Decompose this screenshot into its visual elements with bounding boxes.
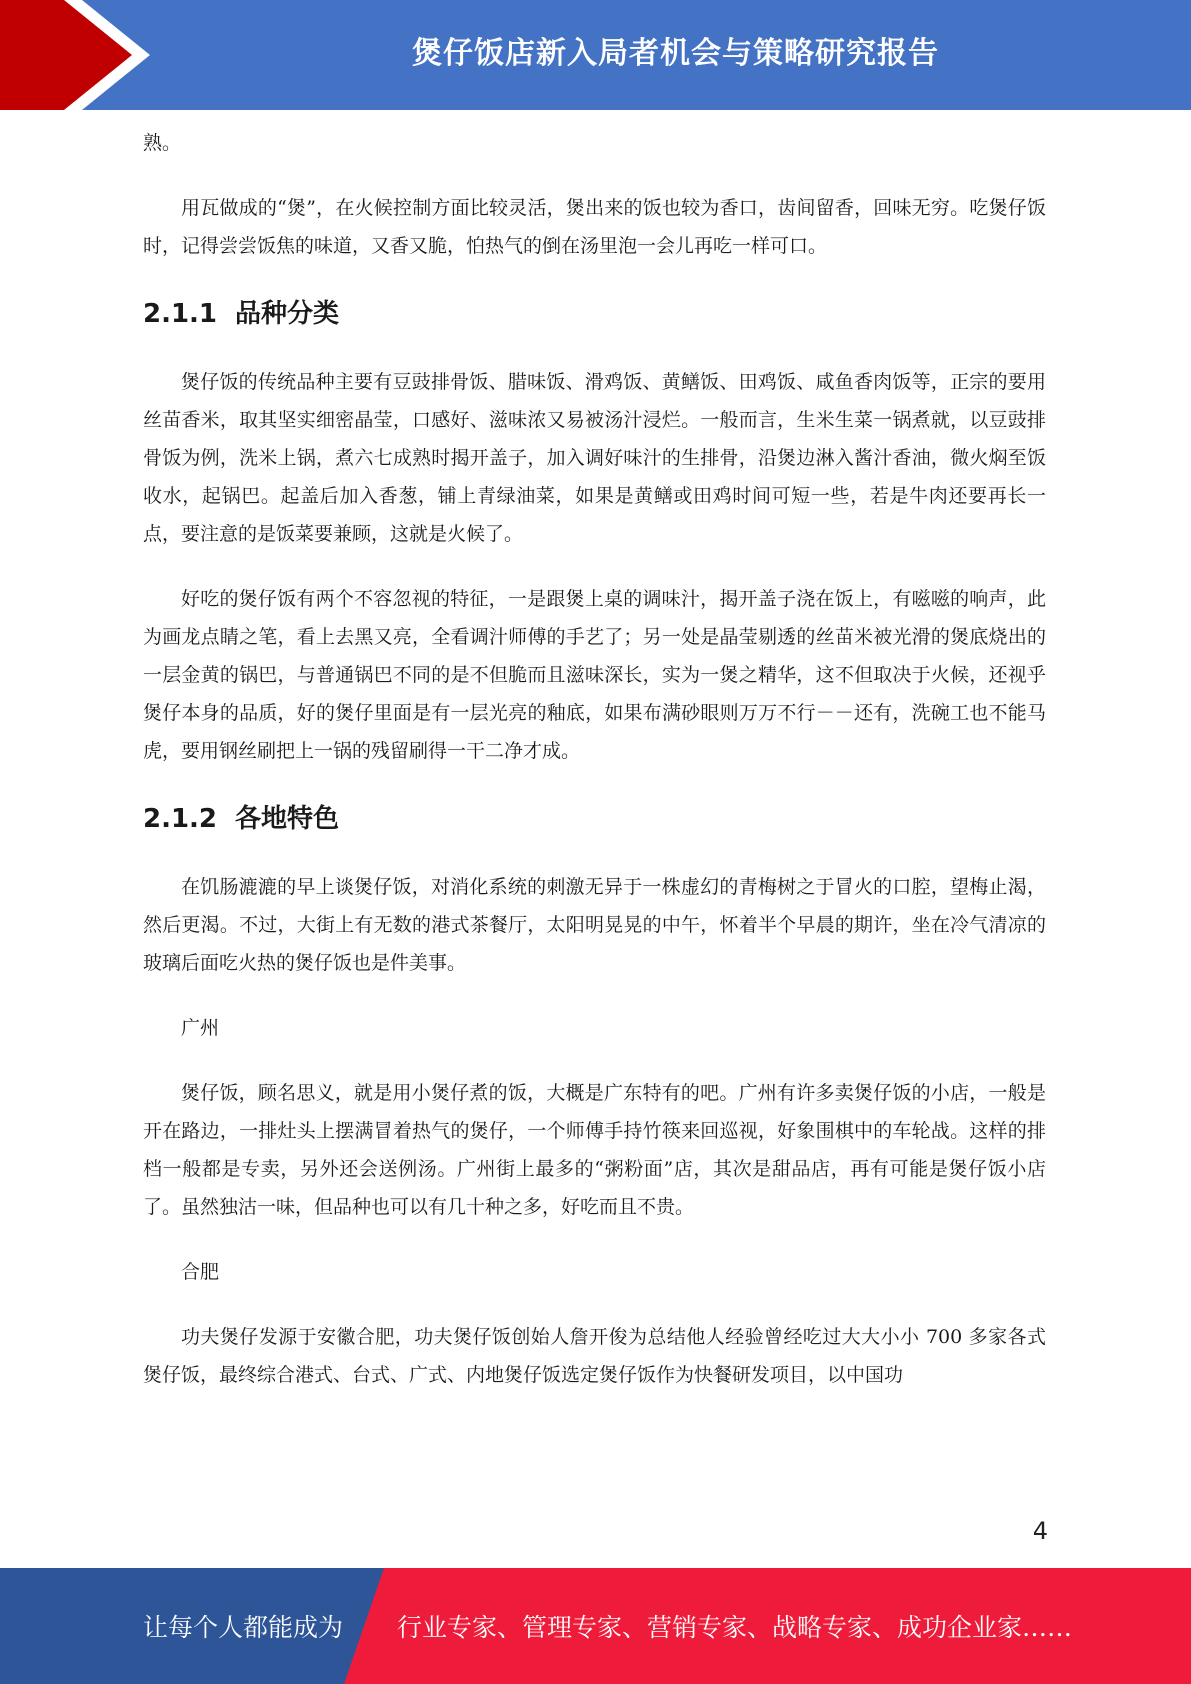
report-title: 煲仔饭店新入局者机会与策略研究报告 [412, 36, 939, 71]
footer-slogan-right: 行业专家、管理专家、营销专家、战略专家、成功企业家…… [397, 1613, 1073, 1642]
section-title: 品种分类 [235, 299, 340, 329]
section-number: 2.1.1 [143, 299, 218, 329]
paragraph-guangzhou: 煲仔饭，顾名思义，就是用小煲仔煮的饭，大概是广东特有的吧。广州有许多卖煲仔饭的小店，一般是开在路边，一排灶头上摆满冒着热气的煲仔，一个师傅手持竹筷来回巡视，好象围棋中的车轮战。这样的排档一般都是专卖，另外还会送例汤。广州街上最多的“粥粉面”店，其次是甜品店，再有可能是煲仔饭小店了。虽然独沽一味，但品种也可以有几十种之多，好吃而且不贵。 [143, 1082, 1046, 1218]
paragraph-continuation: 熟。 [143, 132, 182, 154]
paragraph-varieties: 煲仔饭的传统品种主要有豆豉排骨饭、腊味饭、滑鸡饭、黄鳝饭、田鸡饭、咸鱼香肉饭等，正宗的要用丝苗香米，取其坚实细密晶莹，口感好、滋味浓又易被汤汁浸烂。一般而言，生米生菜一锅煮就，以豆豉排骨饭为例，洗米上锅，煮六七成熟时揭开盖子，加入调好味汁的生排骨，沿煲边淋入酱汁香油，微火焖至饭收水，起锅巴。起盖后加入香葱，铺上青绿油菜，如果是黄鳝或田鸡时间可短一些，若是牛肉还要再长一点，要注意的是饭菜要兼顾，这就是火候了。 [143, 371, 1046, 545]
city-label-hefei: 合肥 [181, 1261, 220, 1283]
paragraph-morning: 在饥肠漉漉的早上谈煲仔饭，对消化系统的刺激无异于一株虚幻的青梅树之于冒火的口腔，望梅止渴，然后更渴。不过，大街上有无数的港式茶餐厅，太阳明晃晃的中午，怀着半个早晨的期许，坐在冷气清凉的玻璃后面吃火热的煲仔饭也是件美事。 [143, 876, 1046, 974]
section-number: 2.1.2 [143, 804, 218, 834]
section-title: 各地特色 [235, 804, 340, 834]
paragraph-clay-pot: 用瓦做成的“煲”，在火候控制方面比较灵活，煲出来的饭也较为香口，齿间留香，回味无穷。吃煲仔饭时，记得尝尝饭焦的味道，又香又脆，怕热气的倒在汤里泡一会儿再吃一样可口。 [143, 197, 1046, 257]
paragraph-features: 好吃的煲仔饭有两个不容忽视的特征，一是跟煲上桌的调味汁，揭开盖子浇在饭上，有嗞嗞的响声，此为画龙点睛之笔，看上去黑又亮，全看调汁师傅的手艺了；另一处是晶莹剔透的丝苗米被光滑的煲底烧出的一层金黄的锅巴，与普通锅巴不同的是不但脆而且滋味深长，实为一煲之精华，这不但取决于火候，还视乎煲仔本身的品质，好的煲仔里面是有一层光亮的釉底，如果布满砂眼则万万不行－－还有，洗碗工也不能马虎，要用钢丝刷把上一锅的残留刷得一干二净才成。 [143, 588, 1046, 762]
city-label-guangzhou: 广州 [181, 1017, 220, 1039]
document-body [143, 124, 1046, 1394]
section-heading-varieties [143, 295, 1046, 333]
page-footer [0, 1568, 1191, 1684]
paragraph-hefei: 功夫煲仔发源于安徽合肥，功夫煲仔饭创始人詹开俊为总结他人经验曾经吃过大大小小 700 多家各式煲仔饭，最终综合港式、台式、广式、内地煲仔饭选定煲仔饭作为快餐研发项目，以中国功 [143, 1326, 1046, 1386]
section-heading-regional [143, 800, 1046, 838]
page-number: 4 [1032, 1517, 1048, 1545]
header-chevron-decoration [0, 0, 160, 110]
footer-slogan-left: 让每个人都能成为 [143, 1613, 344, 1642]
page-header [0, 0, 1191, 110]
